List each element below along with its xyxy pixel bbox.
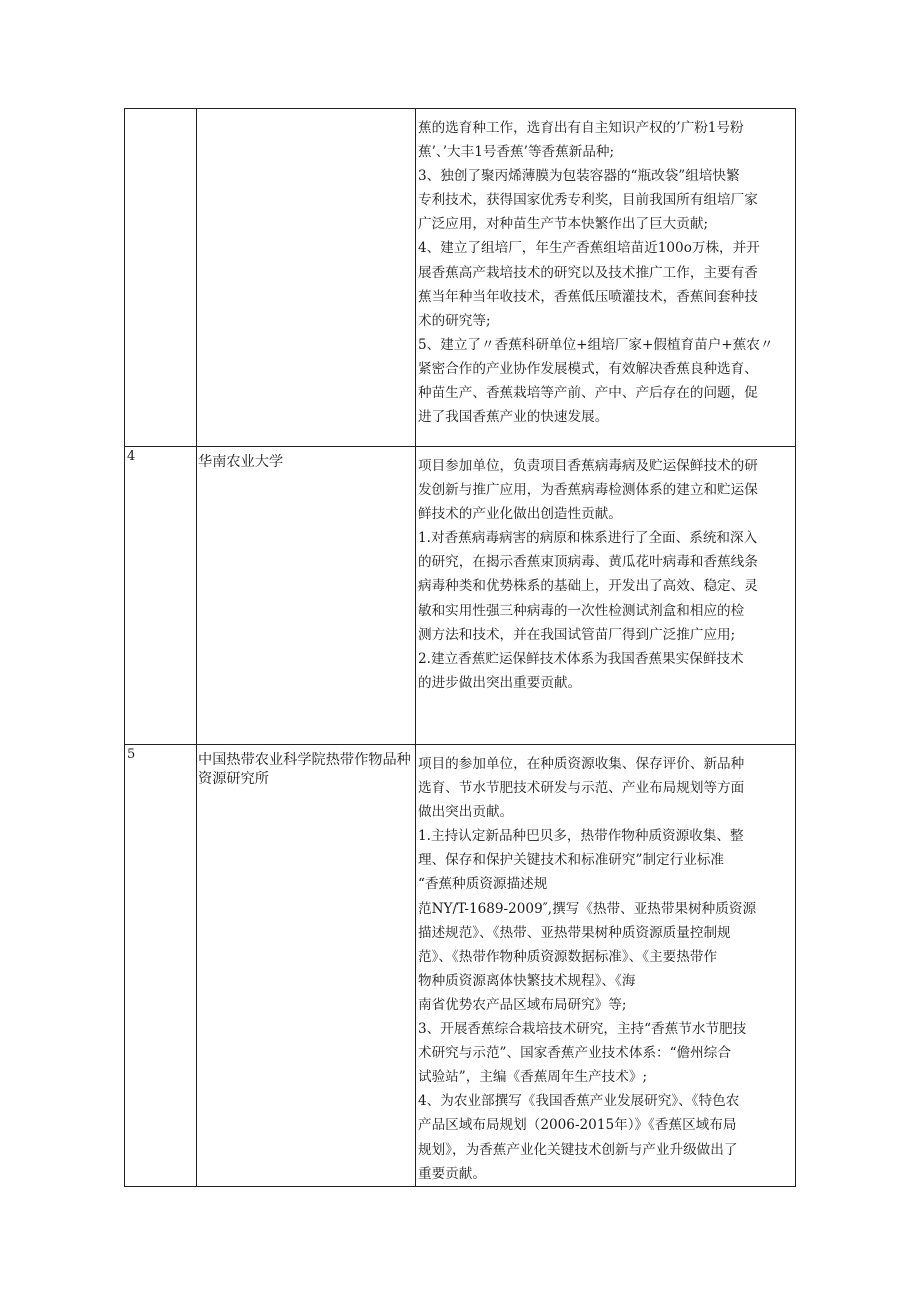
text-line: 3、独创了聚丙烯薄膜为包装容器的“瓶改袋”组培快繁 [418,168,740,185]
text-line: 敏和实用性强三种病毒的一次性检测试剂盒和相应的检 [418,602,745,619]
text-line: 展香蕉高产栽培技术的研究以及技术推广工作，主要有香 [418,264,758,281]
text-line: 病毒种类和优势株系的基础上，开发出了高效、稳定、灵 [418,578,758,595]
text-line: 重要贡献。 [418,1165,486,1182]
text-line: 种苗生产、香蕉栽培等产前、产中、产后存在的问题，促 [418,385,758,402]
text-line: 做出突出贡献。 [418,804,514,821]
text-line: 鲜技术的产业化做出创造性贡献。 [418,506,622,523]
row-index [125,109,197,447]
text-line: 物种质资源离体快繁技术规程》、《海 [418,972,636,989]
text-line: 1.主持认定新品种巴贝多，热带作物种质资源收集、整 [418,828,744,845]
text-line: 的研究，在揭示香蕉束顶病毒、黄瓜花叶病毒和香蕉线条 [418,554,758,571]
unit-name [197,109,416,447]
row-index: 5 [125,745,197,1187]
table-row [125,109,796,447]
text-line: 蕉当年种当年收技术，香蕉低压喷灌技术，香蕉间套种技 [418,288,758,305]
text-line: 测方法和技术，并在我国试管苗厂得到广泛推广应用; [418,626,736,643]
unit-name: 中国热带农业科学院热带作物品种资源研究所 [197,745,416,1187]
text-line: 规划》，为香蕉产业化关键技术创新与产业升级做出了 [418,1141,738,1158]
text-line: 术研究与示范”、国家香蕉产业技术体系：“儋州综合 [418,1045,731,1062]
text-line: 产品区域布局规划（2006-2015年）》《香蕉区域布局 [418,1117,737,1134]
table-row [125,447,796,745]
text-line: “香蕉种质资源描述规 [418,876,548,893]
unit-name: 华南农业大学 [197,447,416,745]
text-line: 4、建立了组培厂，年生产香蕉组培苗近100o万株，并开 [418,240,760,257]
text-line: 5、建立了〃香蕉科研单位+组培厂家+假植育苗户+蕉农〃 [418,336,774,353]
text-line: 4、为农业部撰写《我国香蕉产业发展研究》、《特色农 [418,1093,740,1110]
text-line: 2.建立香蕉贮运保鲜技术体系为我国香蕉果实保鲜技术 [418,650,744,667]
contribution-text [416,447,796,745]
text-line: 进了我国香蕉产业的快速发展。 [418,409,609,426]
text-line: 选育、节水节肥技术研发与示范、产业布局规划等方面 [418,780,745,797]
text-line: 理、保存和保护关键技术和标准研究”制定行业标准 [418,852,725,869]
text-line: 试验站”，主编《香蕉周年生产技术》; [418,1069,648,1086]
text-line: 术的研究等; [418,312,491,329]
text-line: 1.对香蕉病毒病害的病原和株系进行了全面、系统和深入 [418,530,758,547]
text-line: 蕉’、’大丰1号香蕉’等香蕉新品种; [418,144,615,161]
text-line: 发创新与推广应用，为香蕉病毒检测体系的建立和贮运保 [418,482,758,499]
text-line: 南省优势农产品区域布局研究》等; [418,996,627,1013]
contribution-text [416,109,796,447]
text-line: 广泛应用，对种苗生产节本快繁作出了巨大贡献; [418,216,709,233]
text-line: 紧密合作的产业协作发展模式，有效解决香蕉良种选育、 [418,360,758,377]
text-line: 范》、《热带作物种质资源数据标准》、《主要热带作 [418,948,718,965]
text-line: 专利技术，获得国家优秀专利奖，目前我国所有组培厂家 [418,192,758,209]
text-line: 范NY/T-1689-2009″,撰写《热带、亚热带果树种质资源 [418,900,757,917]
table-row [125,745,796,1187]
contribution-text [416,745,796,1187]
text-line: 3、开展香蕉综合栽培技术研究，主持“香蕉节水节肥技 [418,1021,747,1038]
text-line: 项目参加单位，负责项目香蕉病毒病及贮运保鲜技术的研 [418,458,758,474]
row-index: 4 [125,447,197,745]
text-line: 蕉的选育种工作，选育出有自主知识产权的’广粉1号粉 [418,120,744,136]
text-line: 描述规范》、《热带、亚热带果树种质资源质量控制规 [418,924,731,941]
text-line: 的进步做出突出重要贡献。 [418,674,582,691]
text-line: 项目的参加单位，在种质资源收集、保存评价、新品种 [418,756,745,772]
contribution-table [124,108,796,1187]
